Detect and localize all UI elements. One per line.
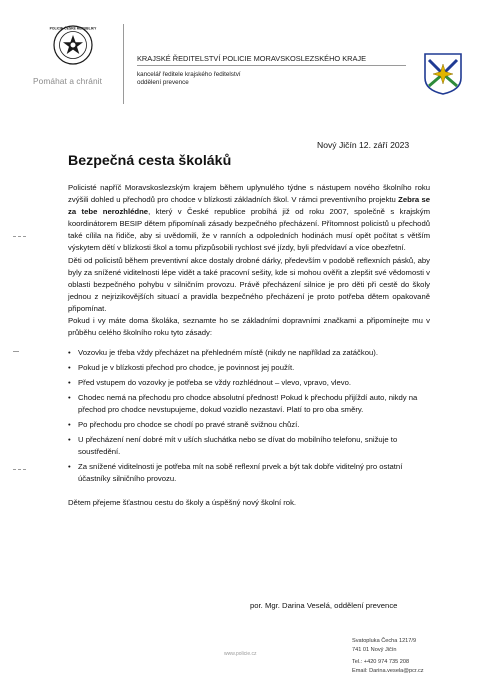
paragraph-intro: Policisté napříč Moravskoslezským krajem během uplynulého týdne s nástupem nového školního roku zvýšili dohled u přechodů pro chodce v blízkosti základních škol. V rámci preventivního projektu Zebra se za tebe nerozhlédne, který v České republice probíhá již od roku 2007, společně s krajským koordinátorem BESIP dětem připomínali zásady bezpečného přecházení. Přítomnost policistů u přechodů také cílila na řidiče, aby si uvědomili, že v ranních a odpoledních hodinách musí opět počítat s větším výskytem dětí v blízkosti škol a tomu přizpůsobili rychlost své jízdy, byli předvídaví a více obezřetní. [68,183,430,253]
list-item: • Po přechodu pro chodce se chodí po pravé straně svižnou chůzí. [68,419,430,431]
project-name: Zebra se za tebe nerozhlédne [68,195,430,217]
list-item: • Pokud je v blízkosti přechod pro chodce, je povinnost jej použít. [68,362,430,374]
footer-website[interactable]: www.policie.cz [224,651,257,657]
closing-line: Dětem přejeme šťastnou cestu do školy a úspěšný nový školní rok. [68,497,297,507]
fold-mark-top [13,236,26,237]
police-logo [32,24,114,72]
document-title: Bezpečná cesta školáků [68,153,232,169]
paragraph-gifts: Děti od policistů během preventivní akce dostaly drobné dárky, především v podobě reflexních pásků, aby byly za snížené viditelnosti lépe vidět a také pracovní sešity, kde si mohou ověřit a zlepšit své vědomosti v oblasti bezpečného pohybu v silničním provozu. Právě přecházení silnice je pro děti při cestě do školy jednou z nejrizikovějších situací a pravidla bezpečného přecházení je proto potřeba dětem opakovaně připomínat. [68,255,430,313]
footer-email[interactable]: Email: Darina.vesela@pcr.cz [352,668,424,674]
punch-mark [13,351,19,352]
footer-phone: Tel.: +420 974 735 208 [352,659,410,665]
list-item: • U přecházení není dobré mít v uších sluchátka nebo se dívat do mobilního telefonu, snižuje to soustředění. [68,434,398,456]
signature: por. Mgr. Darina Veselá, oddělení prevence [250,601,398,610]
list-item: • Před vstupem do vozovky je potřeba se vždy rozhlédnout – vlevo, vpravo, vlevo. [68,377,430,389]
regional-crest-icon [423,52,463,96]
bullet-icon: • [68,461,71,471]
safety-rules-list [68,347,430,485]
slogan: Pomáhat a chránit [33,76,103,86]
bullet-icon: • [68,419,71,429]
footer-address-city: 741 01 Nový Jičín [352,647,397,653]
police-star-logo-icon [32,24,114,72]
bullet-icon: • [68,378,71,387]
department-line-2: oddělení prevence [137,79,189,86]
bullet-icon: • [68,348,71,358]
document-date: Nový Jičín 12. září 2023 [317,140,410,150]
police-logo-caption: POLICIE ČESKÉ REPUBLIKY [49,26,97,31]
list-item: • Vozovku je třeba vždy přecházet na přehledném místě (nikdy ne například za zatáčkou). [68,347,430,359]
department-line-1: kancelář ředitele krajského ředitelství [137,71,241,78]
header-divider-vertical [123,24,124,104]
footer-address-street: Svatopluka Čecha 1217/9 [352,638,417,644]
document-body [68,182,430,509]
organization-name: KRAJSKÉ ŘEDITELSTVÍ POLICIE MORAVSKOSLEZSKÉHO KRAJE [137,54,367,63]
list-item: • Za snížené viditelnosti je potřeba mít na sobě reflexní prvek a být tak dobře viditelný pro ostatní účastníky silničního provozu. [68,461,403,483]
paragraph-rules-intro: Pokud i vy máte doma školáka, seznamte ho se základními dopravními značkami a připomínejte mu v průběhu celého školního roku tyto zásady: [68,316,430,338]
bullet-icon: • [68,392,71,402]
regional-crest [423,52,463,96]
list-item: • Chodec nemá na přechodu pro chodce absolutní přednost! Pokud k přechodu přijíždí auto, nikdy na přechod pro chodce nevstupujeme, dokud vozidlo nezastaví. Platí to pro oba směry. [68,392,418,414]
bullet-icon: • [68,434,71,444]
fold-mark-bottom [13,469,26,470]
header-divider-horizontal [137,65,406,66]
bullet-icon: • [68,363,71,373]
